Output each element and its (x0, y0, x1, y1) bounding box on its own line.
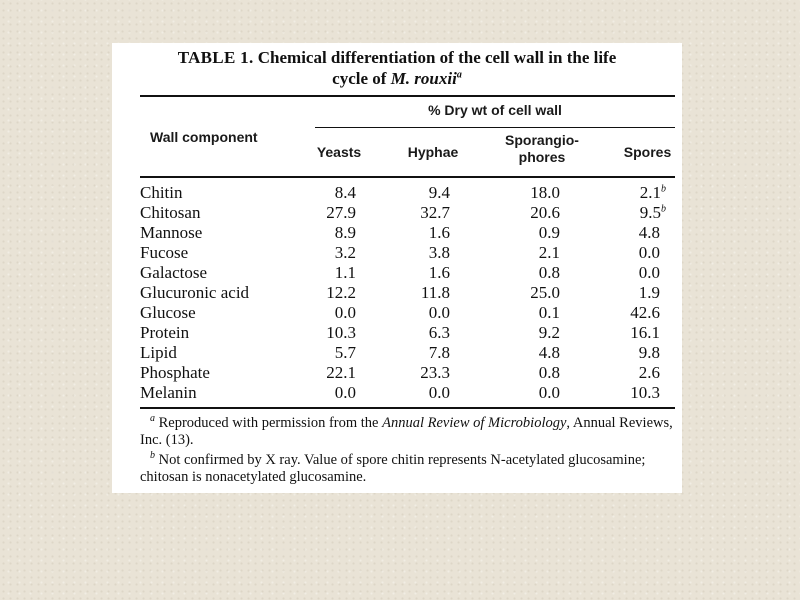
cell-value (580, 343, 660, 363)
cell-number: 27.9 (326, 203, 356, 222)
cell-number: 0.8 (538, 263, 560, 282)
cell-value (480, 323, 560, 343)
cell-value (480, 303, 560, 323)
footnote-a (140, 415, 675, 449)
cell-value (276, 343, 356, 363)
table-row (140, 283, 675, 303)
cell-number: 2.1 (639, 183, 661, 202)
row-label: Phosphate (140, 363, 210, 382)
footnote-mark: b (661, 183, 666, 195)
row-label: Glucose (140, 303, 196, 322)
cell-number: 8.4 (334, 183, 356, 202)
cell-number: 2.6 (638, 363, 660, 382)
table-row (140, 363, 675, 383)
table-row (140, 243, 675, 263)
footnote-b-text: Not confirmed by X ray. Value of spore chitin represents N-acetylated glucosamine; chitosan is nonacetylated glucosamine. (140, 452, 646, 485)
cell-value (480, 263, 560, 283)
cell-value (586, 183, 666, 203)
row-label: Fucose (140, 243, 189, 262)
group-header-rule (315, 127, 675, 128)
footnote-a-publisher: Annual Reviews, Inc. (13). (140, 415, 673, 448)
cell-value (370, 303, 450, 323)
table-number: TABLE 1. (177, 48, 254, 67)
cell-value (580, 383, 660, 403)
top-rule (140, 95, 675, 97)
cell-number: 9.8 (638, 343, 660, 362)
cell-value (580, 243, 660, 263)
cell-number: 0.0 (334, 303, 356, 322)
table-row (140, 383, 675, 403)
cell-value (370, 343, 450, 363)
table-row (140, 203, 675, 223)
cell-number: 2.1 (538, 243, 560, 262)
row-label: Protein (140, 323, 190, 342)
cell-number: 0.1 (538, 303, 560, 322)
species-name: M. rouxii (390, 69, 457, 88)
cell-number: 1.1 (334, 263, 356, 282)
cell-number: 32.7 (420, 203, 450, 222)
cell-value (480, 283, 560, 303)
cell-value (480, 383, 560, 403)
cell-value (580, 223, 660, 243)
cell-number: 7.8 (428, 343, 450, 362)
cell-value (276, 223, 356, 243)
row-label: Chitin (140, 183, 183, 202)
cell-number: 18.0 (530, 183, 560, 202)
cell-value (276, 203, 356, 223)
cell-number: 0.0 (638, 263, 660, 282)
table-footnotes (140, 415, 675, 489)
footnote-mark: b (661, 203, 666, 215)
table-card (112, 43, 682, 493)
cell-value (580, 363, 660, 383)
cell-value (480, 343, 560, 363)
row-header: Wall component (150, 129, 258, 145)
cell-number: 1.6 (428, 263, 450, 282)
cell-value (580, 323, 660, 343)
cell-number: 3.2 (334, 243, 356, 262)
row-label: Mannose (140, 223, 203, 242)
table-row (140, 343, 675, 363)
cell-number: 9.4 (428, 183, 450, 202)
cell-value (580, 303, 660, 323)
cell-value (370, 183, 450, 203)
cell-value (276, 283, 356, 303)
footnote-b-mark: b (150, 450, 155, 462)
row-label: Galactose (140, 263, 208, 282)
column-header-sporangiophores-line1: Sporangio- (505, 132, 579, 148)
cell-value (276, 323, 356, 343)
table-row (140, 223, 675, 243)
cell-value (580, 283, 660, 303)
footnote-a-text: Reproduced with permission from the (158, 415, 379, 431)
cell-number: 6.3 (428, 323, 450, 342)
column-header-yeasts: Yeasts (316, 144, 362, 160)
table-title-text: Chemical differentiation of the cell wall in the life (257, 48, 617, 67)
cell-number: 16.1 (630, 323, 660, 342)
row-label: Chitosan (140, 203, 201, 222)
cell-value (370, 363, 450, 383)
cell-value (480, 223, 560, 243)
cell-number: 20.6 (530, 203, 560, 222)
cell-value (370, 383, 450, 403)
cell-number: 42.6 (630, 303, 660, 322)
cell-number: 0.9 (538, 223, 560, 242)
table-title (112, 47, 682, 89)
cell-number: 10.3 (326, 323, 356, 342)
cell-number: 23.3 (420, 363, 450, 382)
cell-value (276, 363, 356, 383)
table-body (140, 183, 675, 403)
cell-value (480, 363, 560, 383)
footnote-b (140, 452, 675, 486)
cell-number: 0.0 (638, 243, 660, 262)
cell-number: 10.3 (630, 383, 660, 402)
cell-value (580, 263, 660, 283)
bottom-rule (140, 407, 675, 409)
footnote-a-mark: a (150, 413, 155, 425)
cell-value (276, 243, 356, 263)
row-label: Glucuronic acid (140, 283, 250, 302)
cell-number: 0.8 (538, 363, 560, 382)
cell-number: 0.0 (334, 383, 356, 402)
column-group-header: % Dry wt of cell wall (428, 102, 562, 118)
cell-value (370, 283, 450, 303)
table-row (140, 303, 675, 323)
cell-number: 22.1 (326, 363, 356, 382)
cell-number: 0.0 (428, 303, 450, 322)
cell-value (480, 183, 560, 203)
cell-value (276, 383, 356, 403)
cell-number: 9.2 (538, 323, 560, 342)
title-footnote-mark: a (456, 69, 462, 81)
row-label: Melanin (140, 383, 197, 402)
header-rule (140, 176, 675, 178)
column-header-sporangiophores-line2: phores (518, 149, 566, 165)
cell-number: 3.8 (428, 243, 450, 262)
column-header-hyphae: Hyphae (407, 144, 459, 160)
table-row (140, 183, 675, 203)
column-header-spores: Spores (623, 144, 672, 160)
table-row (140, 263, 675, 283)
cell-value (370, 203, 450, 223)
cell-value (370, 223, 450, 243)
cell-number: 4.8 (538, 343, 560, 362)
table-title-line2: cycle of (332, 69, 387, 88)
cell-value (276, 303, 356, 323)
cell-value (276, 263, 356, 283)
cell-value (370, 323, 450, 343)
cell-number: 25.0 (530, 283, 560, 302)
cell-number: 12.2 (326, 283, 356, 302)
footnote-a-journal: Annual Review of Microbiology (382, 415, 567, 431)
column-header-sporangiophores (492, 132, 592, 166)
row-label: Lipid (140, 343, 177, 362)
cell-value (370, 243, 450, 263)
cell-value (370, 263, 450, 283)
cell-number: 1.6 (428, 223, 450, 242)
cell-number: 0.0 (538, 383, 560, 402)
footnote-a-comma: , (566, 415, 571, 431)
table-row (140, 323, 675, 343)
cell-number: 0.0 (428, 383, 450, 402)
cell-value (276, 183, 356, 203)
cell-number: 4.8 (638, 223, 660, 242)
cell-value (480, 203, 560, 223)
cell-number: 9.5 (639, 203, 661, 222)
cell-value (480, 243, 560, 263)
cell-number: 11.8 (420, 283, 450, 302)
cell-number: 8.9 (334, 223, 356, 242)
cell-number: 5.7 (334, 343, 356, 362)
cell-number: 1.9 (638, 283, 660, 302)
cell-value (586, 203, 666, 223)
